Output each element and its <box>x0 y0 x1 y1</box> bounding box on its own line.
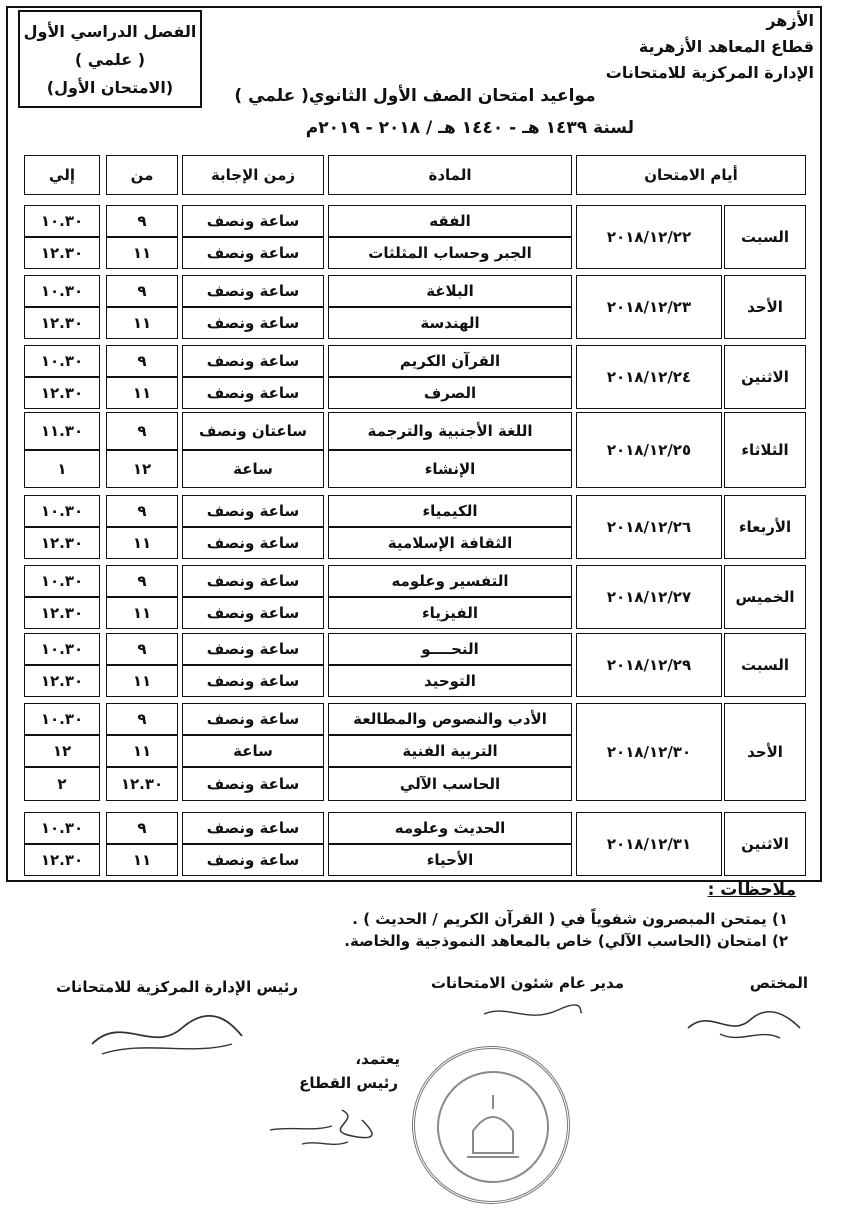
subject-cell: اللغة الأجنبية والترجمة <box>328 412 572 450</box>
duration-cell: ساعة <box>182 735 324 767</box>
from-cell: ١١ <box>106 527 178 559</box>
from-cell: ٩ <box>106 205 178 237</box>
from-cell: ١٢ <box>106 450 178 488</box>
date-cell: ٢٠١٨/١٢/٣٠ <box>576 703 722 801</box>
date-cell: ٢٠١٨/١٢/٢٤ <box>576 345 722 409</box>
from-cell: ١٢.٣٠ <box>106 767 178 801</box>
duration-cell: ساعة ونصف <box>182 275 324 307</box>
notes-section <box>344 880 796 952</box>
col-header-from: من <box>106 155 178 195</box>
schedule-title: مواعيد امتحان الصف الأول الثانوي( علمي ) <box>234 86 596 106</box>
from-cell: ١١ <box>106 377 178 409</box>
subject-cell: التوحيد <box>328 665 572 697</box>
note-2: ٢) امتحان (الحاسب الآلي) خاص بالمعاهد النموذجية والخاصة. <box>344 932 788 950</box>
schedule-year: لسنة ١٤٣٩ هـ - ١٤٤٠ هـ / ٢٠١٨ - ٢٠١٩م <box>305 118 634 138</box>
from-cell: ٩ <box>106 275 178 307</box>
subject-cell: الثقافة الإسلامية <box>328 527 572 559</box>
term-line-2: ( علمي ) <box>74 50 146 69</box>
duration-cell: ساعة ونصف <box>182 665 324 697</box>
from-cell: ٩ <box>106 565 178 597</box>
duration-cell: ساعة ونصف <box>182 495 324 527</box>
subject-cell: الفقه <box>328 205 572 237</box>
day-cell: الأحد <box>724 703 806 801</box>
from-cell: ٩ <box>106 633 178 665</box>
to-cell: ١٢.٣٠ <box>24 377 100 409</box>
day-cell: السبت <box>724 205 806 269</box>
subject-cell: الهندسة <box>328 307 572 339</box>
date-cell: ٢٠١٨/١٢/٣١ <box>576 812 722 876</box>
duration-cell: ساعة ونصف <box>182 767 324 801</box>
duration-cell: ساعتان ونصف <box>182 412 324 450</box>
to-cell: ٢ <box>24 767 100 801</box>
duration-cell: ساعة <box>182 450 324 488</box>
from-cell: ١١ <box>106 597 178 629</box>
duration-cell: ساعة ونصف <box>182 237 324 269</box>
duration-cell: ساعة ونصف <box>182 703 324 735</box>
org-line-3: الإدارة المركزية للامتحانات <box>605 63 814 82</box>
day-cell: الثلاثاء <box>724 412 806 488</box>
from-cell: ١١ <box>106 307 178 339</box>
to-cell: ١٠.٣٠ <box>24 345 100 377</box>
col-header-days: أيام الامتحان <box>576 155 806 195</box>
col-header-subject: المادة <box>328 155 572 195</box>
date-cell: ٢٠١٨/١٢/٢٥ <box>576 412 722 488</box>
approve-label: يعتمد، <box>355 1050 400 1068</box>
subject-cell: البلاغة <box>328 275 572 307</box>
to-cell: ١٠.٣٠ <box>24 495 100 527</box>
to-cell: ١٢.٣٠ <box>24 237 100 269</box>
date-cell: ٢٠١٨/١٢/٢٧ <box>576 565 722 629</box>
term-line-1: الفصل الدراسي الأول <box>23 22 197 41</box>
to-cell: ١٠.٣٠ <box>24 205 100 237</box>
azhar-seal <box>412 1046 570 1204</box>
specialist-label: المختص <box>749 974 808 992</box>
org-line-1: الأزهر <box>766 11 814 30</box>
note-1: ١) يمتحن المبصرون شفوياً في ( القرآن الكريم / الحديث ) . <box>352 910 788 928</box>
to-cell: ١٠.٣٠ <box>24 275 100 307</box>
duration-cell: ساعة ونصف <box>182 565 324 597</box>
day-cell: الأربعاء <box>724 495 806 559</box>
from-cell: ٩ <box>106 412 178 450</box>
duration-cell: ساعة ونصف <box>182 527 324 559</box>
from-cell: ٩ <box>106 812 178 844</box>
subject-cell: الجبر وحساب المثلثات <box>328 237 572 269</box>
subject-cell: التفسير وعلومه <box>328 565 572 597</box>
from-cell: ١١ <box>106 844 178 876</box>
date-cell: ٢٠١٨/١٢/٢٣ <box>576 275 722 339</box>
date-cell: ٢٠١٨/١٢/٢٩ <box>576 633 722 697</box>
subject-cell: الصرف <box>328 377 572 409</box>
subject-cell: الأدب والنصوص والمطالعة <box>328 703 572 735</box>
duration-cell: ساعة ونصف <box>182 345 324 377</box>
to-cell: ١٠.٣٠ <box>24 703 100 735</box>
to-cell: ١٢.٣٠ <box>24 844 100 876</box>
subject-cell: الإنشاء <box>328 450 572 488</box>
notes-title: ملاحظات : <box>707 880 796 900</box>
term-line-3: (الامتحان الأول) <box>46 78 174 97</box>
date-cell: ٢٠١٨/١٢/٢٢ <box>576 205 722 269</box>
to-cell: ١٢.٣٠ <box>24 597 100 629</box>
to-cell: ١٢ <box>24 735 100 767</box>
duration-cell: ساعة ونصف <box>182 205 324 237</box>
day-cell: الاثنين <box>724 345 806 409</box>
to-cell: ١ <box>24 450 100 488</box>
subject-cell: القرآن الكريم <box>328 345 572 377</box>
duration-cell: ساعة ونصف <box>182 597 324 629</box>
subject-cell: التربية الفنية <box>328 735 572 767</box>
subject-cell: النحــــو <box>328 633 572 665</box>
col-header-to: إلي <box>24 155 100 195</box>
to-cell: ١٠.٣٠ <box>24 565 100 597</box>
from-cell: ٩ <box>106 495 178 527</box>
head-central-label: رئيس الإدارة المركزية للامتحانات <box>56 978 299 996</box>
to-cell: ١٠.٣٠ <box>24 633 100 665</box>
date-cell: ٢٠١٨/١٢/٢٦ <box>576 495 722 559</box>
duration-cell: ساعة ونصف <box>182 307 324 339</box>
to-cell: ١٢.٣٠ <box>24 307 100 339</box>
day-cell: الأحد <box>724 275 806 339</box>
from-cell: ١١ <box>106 665 178 697</box>
subject-cell: الحديث وعلومه <box>328 812 572 844</box>
from-cell: ١١ <box>106 735 178 767</box>
term-box <box>18 10 202 108</box>
org-header <box>606 8 814 86</box>
to-cell: ١٢.٣٠ <box>24 527 100 559</box>
day-cell: الخميس <box>724 565 806 629</box>
to-cell: ١٢.٣٠ <box>24 665 100 697</box>
director-signature <box>478 996 588 1026</box>
subject-cell: الكيمياء <box>328 495 572 527</box>
from-cell: ٩ <box>106 345 178 377</box>
day-cell: الاثنين <box>724 812 806 876</box>
duration-cell: ساعة ونصف <box>182 812 324 844</box>
director-label: مدير عام شئون الامتحانات <box>430 974 624 992</box>
duration-cell: ساعة ونصف <box>182 844 324 876</box>
subject-cell: الفيزياء <box>328 597 572 629</box>
col-header-duration: زمن الإجابة <box>182 155 324 195</box>
duration-cell: ساعة ونصف <box>182 633 324 665</box>
to-cell: ١١.٣٠ <box>24 412 100 450</box>
subject-cell: الأحياء <box>328 844 572 876</box>
from-cell: ١١ <box>106 237 178 269</box>
specialist-signature <box>680 998 810 1048</box>
head-central-signature <box>82 1004 252 1064</box>
day-cell: السبت <box>724 633 806 697</box>
sector-head-signature <box>262 1100 382 1152</box>
subject-cell: الحاسب الآلي <box>328 767 572 801</box>
org-line-2: قطاع المعاهد الأزهرية <box>638 37 814 56</box>
from-cell: ٩ <box>106 703 178 735</box>
sector-head-label: رئيس القطاع <box>299 1074 398 1092</box>
duration-cell: ساعة ونصف <box>182 377 324 409</box>
to-cell: ١٠.٣٠ <box>24 812 100 844</box>
